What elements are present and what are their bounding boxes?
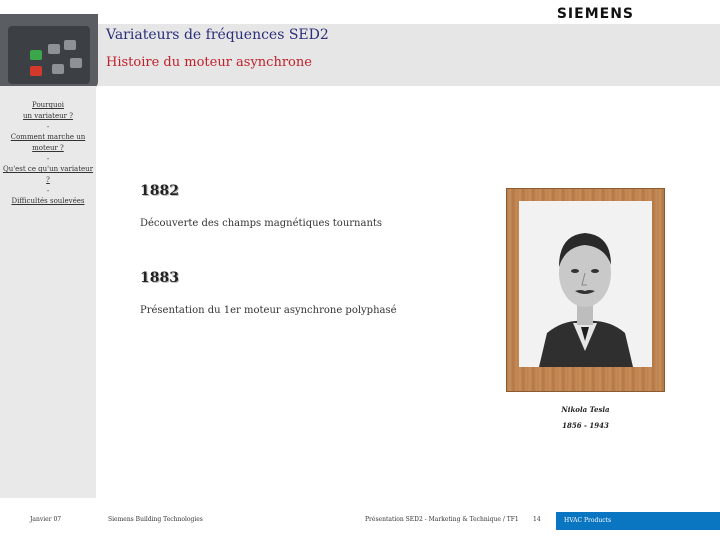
footer-page-number: 14 — [533, 516, 541, 523]
drive-device-icon — [0, 14, 98, 88]
caption-name: Nikola Tesla — [561, 405, 610, 414]
nav-separator: - — [46, 155, 50, 163]
device-key — [48, 44, 60, 54]
footer-company: Siemens Building Technologies — [108, 516, 203, 523]
device-key — [64, 40, 76, 50]
device-red-button — [30, 66, 42, 76]
top-bar — [0, 0, 720, 24]
caption-dates: 1856 - 1943 — [562, 421, 609, 430]
event-text-1882: Découverte des champs magnétiques tournants — [140, 218, 383, 229]
event-year-1883: 1883 — [140, 270, 179, 286]
portrait-photo-icon — [519, 201, 652, 367]
nav-item-comment[interactable]: Comment marche un — [10, 133, 86, 141]
siemens-logo: SIEMENS — [556, 6, 634, 22]
footer-badge: HVAC Products — [556, 512, 720, 530]
nav-item-difficultes[interactable]: Difficultés soulevées — [11, 197, 85, 205]
page-subtitle: Histoire du moteur asynchrone — [106, 55, 312, 70]
nav-separator: - — [46, 123, 50, 131]
nav-item-pourquoi-2[interactable]: un variateur ? — [23, 112, 73, 120]
nav-item-variateur[interactable]: Qu'est ce qu'un variateur ? — [2, 165, 94, 184]
page-title: Variateurs de fréquences SED2 — [106, 27, 329, 43]
device-key — [52, 64, 64, 74]
nav-separator: - — [46, 187, 50, 195]
footer-presentation: Présentation SED2 - Marketing & Technique / TF1 — [365, 516, 519, 523]
footer-date: Janvier 07 — [30, 516, 62, 523]
sidebar-nav — [0, 100, 96, 207]
device-key — [70, 58, 82, 68]
photo-frame — [506, 188, 665, 392]
nav-item-comment-2[interactable]: moteur ? — [32, 144, 64, 152]
event-text-1883: Présentation du 1er moteur asynchrone polyphasé — [140, 305, 397, 316]
event-year-1882: 1882 — [140, 183, 179, 199]
device-panel — [8, 26, 90, 84]
nav-item-pourquoi[interactable]: Pourquoi — [32, 101, 64, 109]
device-green-button — [30, 50, 42, 60]
